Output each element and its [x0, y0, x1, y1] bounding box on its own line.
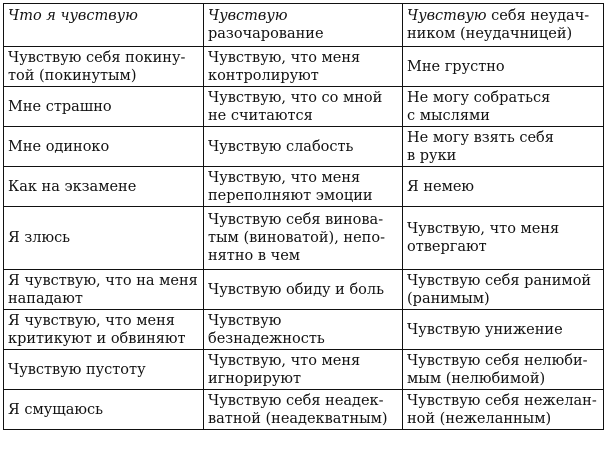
table-cell-col-disappointment: [204, 207, 403, 270]
table-cell-col-what-i-feel: [4, 87, 204, 127]
cell-text: отвергают: [407, 239, 487, 255]
cell-text: не считаются: [208, 107, 313, 124]
cell-text: Чувствую себя винова-: [208, 212, 384, 228]
cell-text: с мыслями: [407, 107, 490, 124]
table-row: [4, 350, 604, 390]
table-cell-col-disappointment: [204, 350, 403, 390]
cell-text: Не могу взять себя: [407, 129, 554, 146]
cell-text: Чувствую себя нелюби-: [407, 352, 588, 369]
header-text: разочарование: [208, 26, 324, 42]
cell-text: Мне одиноко: [8, 138, 110, 155]
table-row: [4, 47, 604, 87]
feelings-table: [3, 3, 604, 430]
table-row: [4, 87, 604, 127]
table-row: [4, 167, 604, 207]
table-cell-col-failure: [403, 87, 604, 127]
cell-text: Я чувствую, что меня: [8, 312, 175, 329]
cell-text: (ранимым): [407, 290, 490, 307]
cell-text: Чувствую: [208, 312, 282, 329]
table-cell-col-what-i-feel: [4, 167, 204, 207]
cell-text: тым (виноватой), непо-: [208, 230, 385, 246]
cell-text: Чувствую себя нежелан-: [407, 392, 597, 409]
table-cell-col-failure: [403, 390, 604, 430]
header-text: [407, 8, 589, 24]
header-cell-what-i-feel: [4, 4, 204, 47]
cell-text: Чувствую слабость: [208, 138, 354, 155]
cell-text: в руки: [407, 147, 457, 164]
table-cell-col-failure: [403, 270, 604, 310]
cell-text: Чувствую себя ранимой: [407, 272, 592, 289]
table-cell-col-what-i-feel: [4, 127, 204, 167]
cell-text: ной (нежеланным): [407, 410, 552, 427]
table-cell-col-failure: [403, 47, 604, 87]
table-cell-col-disappointment: [204, 390, 403, 430]
header-cell-failure: [403, 4, 604, 47]
table-cell-col-what-i-feel: [4, 207, 204, 270]
cell-text: Чувствую себя покину-: [8, 49, 186, 66]
cell-text: Чувствую унижение: [407, 321, 563, 338]
table-cell-col-what-i-feel: [4, 47, 204, 87]
cell-text: игнорируют: [208, 370, 302, 387]
header-text: Чувствую: [208, 8, 288, 24]
header-text: Что я чувствую: [8, 8, 138, 24]
table-cell-col-disappointment: [204, 127, 403, 167]
cell-text: Как на экзамене: [8, 178, 137, 195]
cell-text: Чувствую, что со мной: [208, 89, 383, 106]
table-row: [4, 270, 604, 310]
table-row: [4, 390, 604, 430]
cell-text: переполняют эмоции: [208, 187, 373, 204]
table-cell-col-what-i-feel: [4, 310, 204, 350]
cell-text: Я злюсь: [8, 230, 71, 246]
table-cell-col-disappointment: [204, 47, 403, 87]
table-cell-col-failure: [403, 127, 604, 167]
cell-text: Я чувствую, что на меня: [8, 272, 198, 289]
header-text-plain: себя неудач-: [486, 8, 590, 24]
cell-text: мым (нелюбимой): [407, 370, 546, 387]
cell-text: Я немею: [407, 178, 475, 195]
cell-text: Мне грустно: [407, 58, 505, 75]
cell-text: Мне страшно: [8, 98, 112, 115]
cell-text: Чувствую себя неадек-: [208, 392, 384, 409]
table-cell-col-failure: [403, 310, 604, 350]
table-cell-col-disappointment: [204, 270, 403, 310]
table-cell-col-disappointment: [204, 87, 403, 127]
table-cell-col-what-i-feel: [4, 350, 204, 390]
table-row: [4, 207, 604, 270]
cell-text: безнадежность: [208, 330, 325, 347]
cell-text: Чувствую обиду и боль: [208, 281, 385, 298]
cell-text: Чувствую, что меня: [407, 221, 560, 237]
cell-text: Чувствую, что меня: [208, 169, 361, 186]
cell-text: Чувствую, что меня: [208, 352, 361, 369]
table-cell-col-failure: [403, 167, 604, 207]
header-text-italic: Чувствую: [407, 8, 487, 24]
cell-text: Я смущаюсь: [8, 401, 104, 418]
cell-text: Не могу собраться: [407, 89, 551, 106]
cell-text: критикуют и обвиняют: [8, 330, 186, 347]
cell-text: нападают: [8, 290, 83, 307]
table-cell-col-what-i-feel: [4, 390, 204, 430]
cell-text: ватной (неадекватным): [208, 410, 388, 427]
cell-text: Чувствую пустоту: [8, 361, 146, 378]
header-text: ником (неудачницей): [407, 26, 573, 42]
cell-text: нятно в чем: [208, 248, 301, 264]
cell-text: контролируют: [208, 67, 319, 84]
table-cell-col-failure: [403, 350, 604, 390]
cell-text: той (покинутым): [8, 67, 137, 84]
table-cell-col-what-i-feel: [4, 270, 204, 310]
table-cell-col-disappointment: [204, 167, 403, 207]
table-row: [4, 310, 604, 350]
header-cell-disappointment: [204, 4, 403, 47]
header-row: [4, 4, 604, 47]
table-cell-col-failure: [403, 207, 604, 270]
table-row: [4, 127, 604, 167]
cell-text: Чувствую, что меня: [208, 49, 361, 66]
table-cell-col-disappointment: [204, 310, 403, 350]
